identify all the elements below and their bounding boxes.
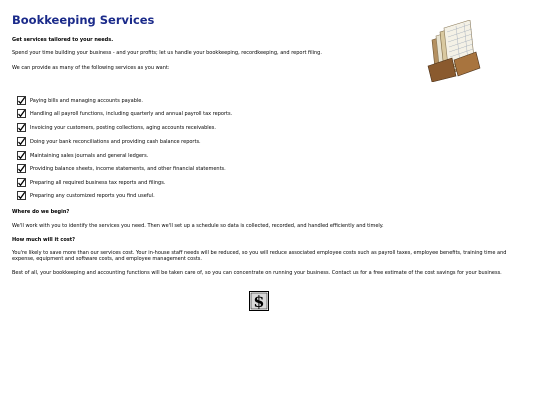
- checkmark-icon: [17, 109, 26, 118]
- cost-heading: How much will it cost?: [12, 237, 76, 243]
- checkmark-icon: [17, 164, 26, 173]
- begin-heading: Where do we begin?: [12, 209, 70, 215]
- begin-text: We'll work with you to identify the services you need. Then we'll set up a schedule so data is collected, recorded, and handled efficiently and timely.: [12, 223, 384, 229]
- summary-text: Best of all, your bookkeeping and accounting functions will be taken care of, so you can concentrate on running your business. Contact us for a free estimate of the cost savings for your business.: [12, 270, 502, 276]
- service-label: Preparing all required business tax reports and filings.: [30, 180, 166, 186]
- service-label: Maintaining sales journals and general ledgers.: [30, 153, 149, 159]
- page-title: Bookkeeping Services: [12, 13, 155, 27]
- service-label: Doing your bank reconciliations and providing cash balance reports.: [30, 139, 201, 145]
- service-label: Paying bills and managing accounts payable.: [30, 98, 143, 104]
- service-label: Invoicing your customers, posting collections, aging accounts receivables.: [30, 125, 216, 131]
- intro-paragraph: Spend your time building your business - and your profits; let us handle your bookkeeping, recordkeeping, and report filing.: [12, 50, 322, 56]
- intro-heading: Get services tailored to your needs.: [12, 37, 114, 43]
- checkmark-icon: [17, 96, 26, 105]
- ledger-books-image: [426, 20, 484, 82]
- svg-text:$: $: [253, 292, 265, 311]
- service-label: Preparing any customized reports you find useful.: [30, 193, 155, 199]
- cost-text: You're likely to save more than our services cost. Your in-house staff needs will be reduced, so you will reduce associated employee costs such as payroll taxes, employee benefits, training time and expense, equipment and software costs, and employee management costs.: [12, 250, 507, 262]
- checkmark-icon: [17, 191, 26, 200]
- services-intro: We can provide as many of the following services as you want:: [12, 65, 170, 71]
- checkmark-icon: [17, 123, 26, 132]
- checkmark-icon: [17, 178, 26, 187]
- service-label: Providing balance sheets, income statements, and other financial statements.: [30, 166, 226, 172]
- dollar-icon: [249, 291, 269, 311]
- checkmark-icon: [17, 137, 26, 146]
- service-label: Handling all payroll functions, including quarterly and annual payroll tax reports.: [30, 111, 233, 117]
- checkmark-icon: [17, 151, 26, 160]
